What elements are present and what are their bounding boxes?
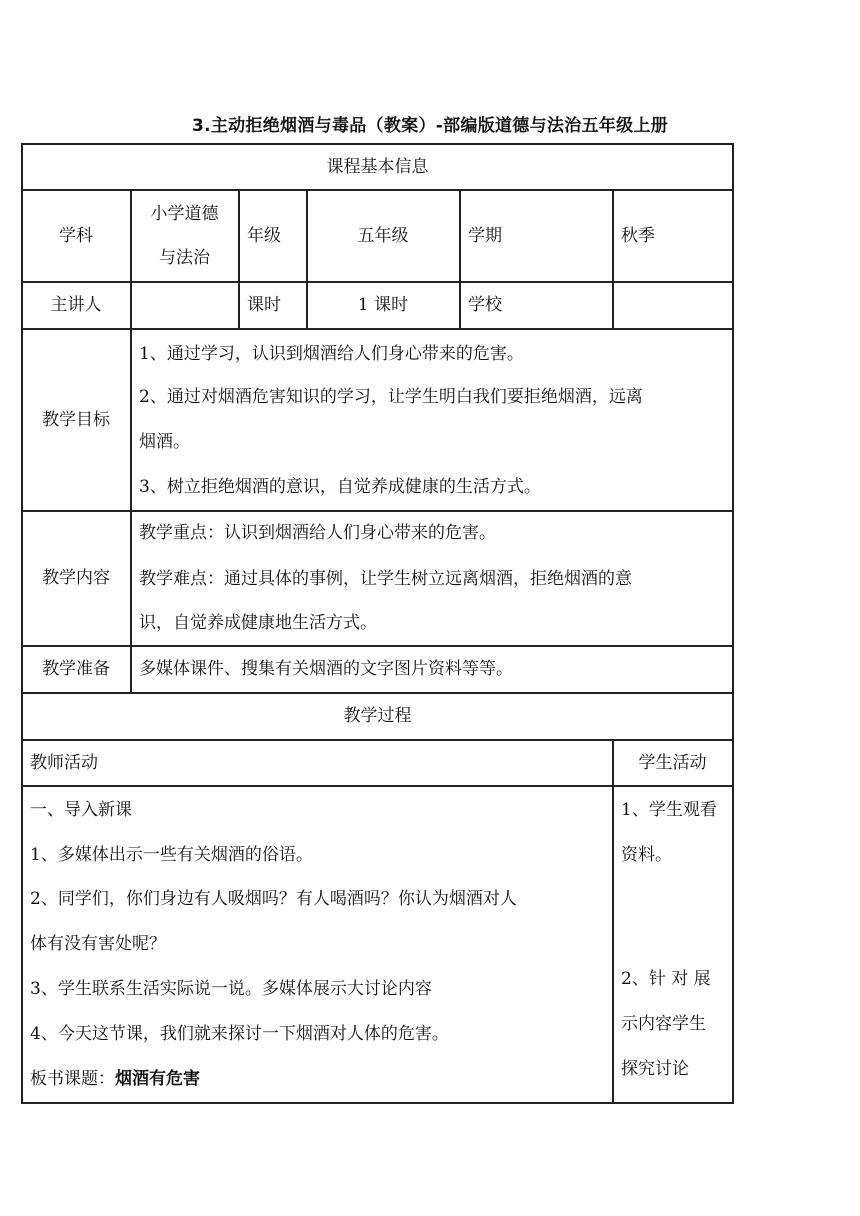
term-value: 秋季 bbox=[621, 225, 655, 246]
table-line bbox=[732, 143, 734, 1103]
teacher-line bbox=[30, 1068, 200, 1090]
term-label: 学期 bbox=[468, 225, 502, 246]
student-line: 探究讨论 bbox=[621, 1059, 689, 1079]
student-line: 2、针 对 展 bbox=[621, 969, 711, 989]
board-title-prefix: 板书课题： bbox=[30, 1069, 115, 1089]
teacher-line: 4、今天这节课，我们就来探讨一下烟酒对人体的危害。 bbox=[30, 1024, 449, 1044]
teacher-line: 体有没有害处呢？ bbox=[30, 934, 166, 954]
grade-label: 年级 bbox=[247, 225, 281, 246]
student-activity-header: 学生活动 bbox=[638, 752, 707, 773]
content-line: 教学重点：认识到烟酒给人们身心带来的危害。 bbox=[139, 523, 496, 543]
process-header: 教学过程 bbox=[343, 706, 412, 726]
prep-value: 多媒体课件、搜集有关烟酒的文字图片资料等等。 bbox=[139, 659, 513, 679]
goals-label: 教学目标 bbox=[42, 409, 110, 430]
goals-line: 3、树立拒绝烟酒的意识，自觉养成健康的生活方式。 bbox=[139, 477, 541, 497]
school-value bbox=[613, 282, 732, 328]
school-label: 学校 bbox=[468, 295, 502, 315]
hours-value: 1 课时 bbox=[357, 295, 409, 315]
table-line bbox=[21, 1102, 734, 1104]
student-line: 示内容学生 bbox=[621, 1014, 706, 1034]
prep-label: 教学准备 bbox=[42, 659, 110, 679]
goals-line: 烟酒。 bbox=[139, 432, 190, 452]
student-line: 1、学生观看 bbox=[621, 800, 717, 820]
content-line: 识，自觉养成健康地生活方式。 bbox=[139, 613, 377, 633]
student-line: 资料。 bbox=[621, 845, 672, 865]
teacher-line: 2、同学们，你们身边有人吸烟吗？有人喝酒吗？你认为烟酒对人 bbox=[30, 889, 517, 909]
subject-value bbox=[131, 190, 238, 281]
basic-info-header: 课程基本信息 bbox=[326, 156, 429, 177]
subject-label: 学科 bbox=[59, 225, 93, 246]
table-line bbox=[21, 785, 734, 787]
table-line bbox=[612, 739, 614, 1103]
lecturer-label: 主讲人 bbox=[50, 295, 102, 315]
teacher-line: 一、导入新课 bbox=[30, 800, 132, 820]
lecturer-value bbox=[131, 282, 238, 328]
hours-label: 课时 bbox=[247, 295, 281, 315]
teacher-line: 3、学生联系生活实际说一说。多媒体展示大讨论内容 bbox=[30, 979, 432, 999]
teacher-activity-header: 教师活动 bbox=[30, 752, 98, 773]
board-title: 烟酒有危害 bbox=[115, 1069, 200, 1089]
content-line: 教学难点：通过具体的事例，让学生树立远离烟酒，拒绝烟酒的意 bbox=[139, 569, 632, 589]
subject-value-line: 与法治 bbox=[159, 247, 210, 268]
content-label: 教学内容 bbox=[42, 568, 110, 588]
grade-value: 五年级 bbox=[357, 225, 409, 246]
document-title: 3.主动拒绝烟酒与毒品（教案）-部编版道德与法治五年级上册 bbox=[191, 116, 669, 136]
subject-value-line: 小学道德 bbox=[150, 203, 219, 224]
goals-line: 2、通过对烟酒危害知识的学习，让学生明白我们要拒绝烟酒，远离 bbox=[139, 387, 643, 407]
teacher-line: 1、多媒体出示一些有关烟酒的俗语。 bbox=[30, 845, 313, 865]
goals-line: 1、通过学习，认识到烟酒给人们身心带来的危害。 bbox=[139, 344, 524, 364]
